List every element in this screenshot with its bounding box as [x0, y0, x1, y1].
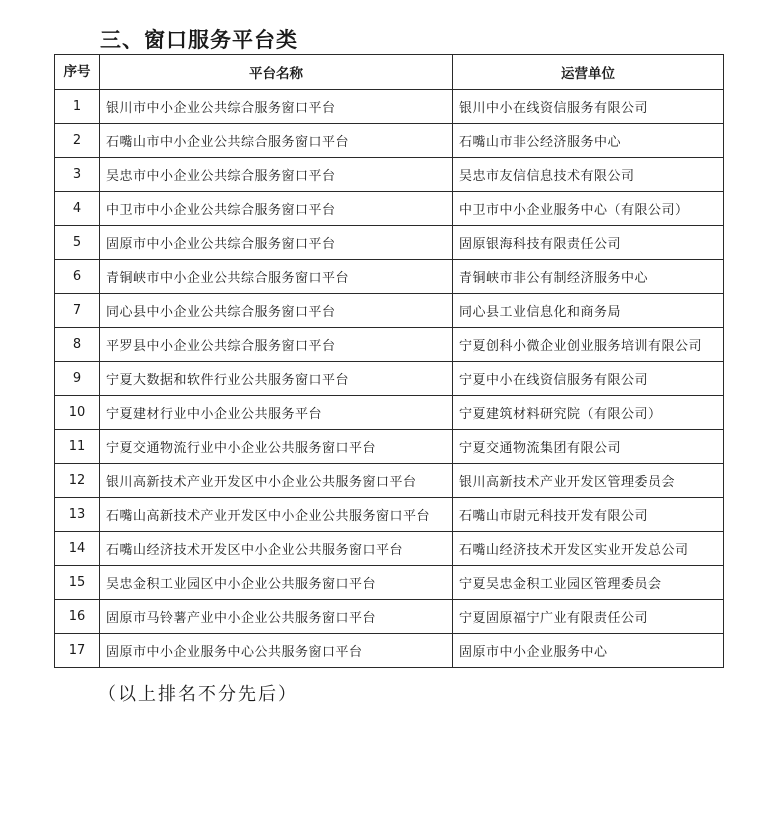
platform-name: 银川市中小企业公共综合服务窗口平台	[100, 90, 453, 124]
section-title: 三、窗口服务平台类	[100, 28, 298, 52]
footnote: （以上排名不分先后）	[98, 684, 298, 705]
row-number: 10	[55, 396, 100, 430]
table-row	[55, 532, 724, 566]
table-row	[55, 566, 724, 600]
platform-name: 石嘴山经济技术开发区中小企业公共服务窗口平台	[100, 532, 453, 566]
row-number: 15	[55, 566, 100, 600]
table-row	[55, 294, 724, 328]
row-number: 13	[55, 498, 100, 532]
platform-name: 银川高新技术产业开发区中小企业公共服务窗口平台	[100, 464, 453, 498]
operator-name: 同心县工业信息化和商务局	[453, 294, 724, 328]
table-row	[55, 464, 724, 498]
table-row	[55, 328, 724, 362]
platform-name: 宁夏大数据和软件行业公共服务窗口平台	[100, 362, 453, 396]
operator-name: 固原银海科技有限责任公司	[453, 226, 724, 260]
operator-name: 石嘴山市非公经济服务中心	[453, 124, 724, 158]
operator-name: 宁夏固原福宁广业有限责任公司	[453, 600, 724, 634]
row-number: 5	[55, 226, 100, 260]
operator-name: 宁夏建筑材料研究院（有限公司）	[453, 396, 724, 430]
row-number: 1	[55, 90, 100, 124]
platform-table	[54, 54, 724, 668]
table-row	[55, 158, 724, 192]
operator-name: 宁夏创科小微企业创业服务培训有限公司	[453, 328, 724, 362]
row-number: 16	[55, 600, 100, 634]
platform-name: 固原市马铃薯产业中小企业公共服务窗口平台	[100, 600, 453, 634]
row-number: 14	[55, 532, 100, 566]
operator-name: 石嘴山经济技术开发区实业开发总公司	[453, 532, 724, 566]
row-number: 17	[55, 634, 100, 668]
row-number: 6	[55, 260, 100, 294]
platform-name: 青铜峡市中小企业公共综合服务窗口平台	[100, 260, 453, 294]
operator-name: 银川中小在线资信服务有限公司	[453, 90, 724, 124]
operator-name: 宁夏交通物流集团有限公司	[453, 430, 724, 464]
operator-name: 青铜峡市非公有制经济服务中心	[453, 260, 724, 294]
table-row	[55, 498, 724, 532]
platform-name: 平罗县中小企业公共综合服务窗口平台	[100, 328, 453, 362]
table-row	[55, 634, 724, 668]
platform-name: 石嘴山市中小企业公共综合服务窗口平台	[100, 124, 453, 158]
table-row	[55, 362, 724, 396]
operator-name: 石嘴山市尉元科技开发有限公司	[453, 498, 724, 532]
table-row	[55, 396, 724, 430]
row-number: 12	[55, 464, 100, 498]
table-row	[55, 600, 724, 634]
row-number: 2	[55, 124, 100, 158]
header-operator: 运营单位	[453, 55, 724, 90]
operator-name: 宁夏中小在线资信服务有限公司	[453, 362, 724, 396]
operator-name: 吴忠市友信信息技术有限公司	[453, 158, 724, 192]
table-row	[55, 124, 724, 158]
operator-name: 固原市中小企业服务中心	[453, 634, 724, 668]
header-platform-name: 平台名称	[100, 55, 453, 90]
operator-name: 宁夏吴忠金积工业园区管理委员会	[453, 566, 724, 600]
platform-name: 同心县中小企业公共综合服务窗口平台	[100, 294, 453, 328]
row-number: 9	[55, 362, 100, 396]
row-number: 8	[55, 328, 100, 362]
platform-name: 固原市中小企业服务中心公共服务窗口平台	[100, 634, 453, 668]
platform-name: 石嘴山高新技术产业开发区中小企业公共服务窗口平台	[100, 498, 453, 532]
row-number: 7	[55, 294, 100, 328]
table-row	[55, 226, 724, 260]
table-row	[55, 192, 724, 226]
table-header-row	[55, 55, 724, 90]
platform-name: 宁夏建材行业中小企业公共服务平台	[100, 396, 453, 430]
operator-name: 银川高新技术产业开发区管理委员会	[453, 464, 724, 498]
row-number: 3	[55, 158, 100, 192]
operator-name: 中卫市中小企业服务中心（有限公司）	[453, 192, 724, 226]
platform-name: 吴忠金积工业园区中小企业公共服务窗口平台	[100, 566, 453, 600]
header-no: 序号	[55, 55, 100, 90]
platform-name: 中卫市中小企业公共综合服务窗口平台	[100, 192, 453, 226]
table-row	[55, 260, 724, 294]
row-number: 11	[55, 430, 100, 464]
table-row	[55, 430, 724, 464]
row-number: 4	[55, 192, 100, 226]
platform-name: 宁夏交通物流行业中小企业公共服务窗口平台	[100, 430, 453, 464]
table-row	[55, 90, 724, 124]
platform-name: 固原市中小企业公共综合服务窗口平台	[100, 226, 453, 260]
platform-name: 吴忠市中小企业公共综合服务窗口平台	[100, 158, 453, 192]
